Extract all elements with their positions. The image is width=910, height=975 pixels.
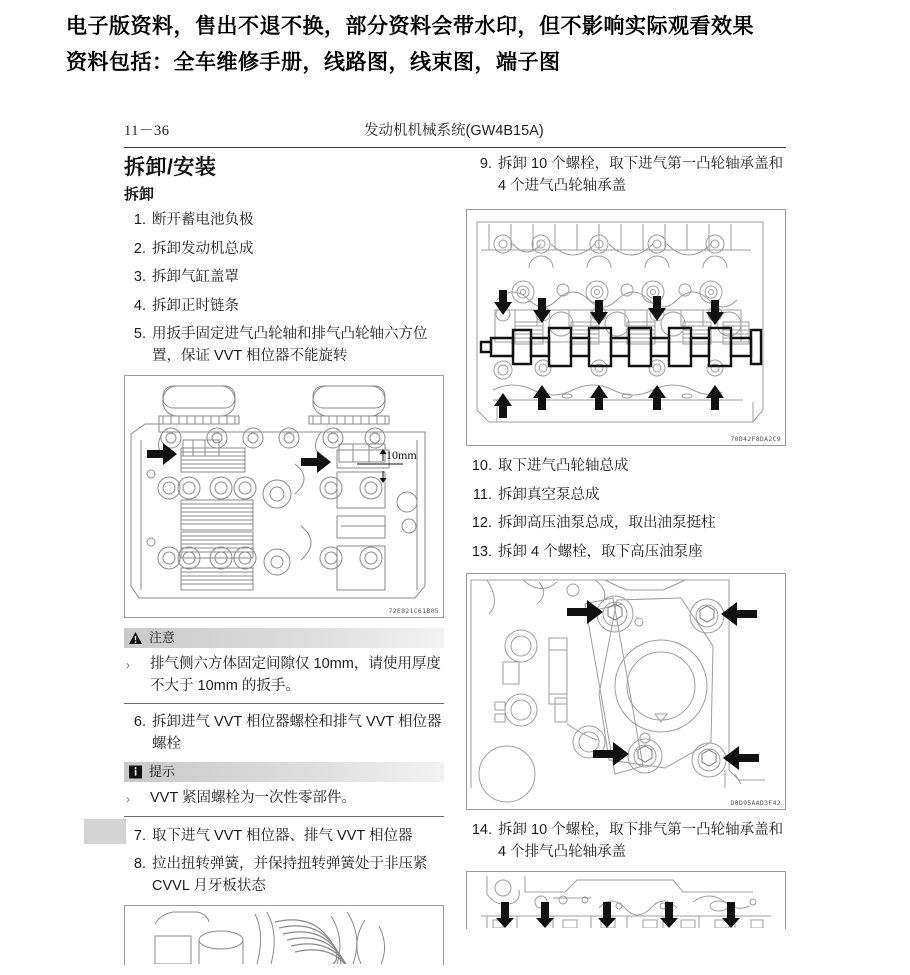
step-text: 取下进气凸轮轴总成 (498, 458, 629, 474)
notice-body (124, 648, 444, 704)
header-divider (124, 147, 786, 148)
figure-5-linework (467, 872, 785, 928)
arrow-icon (533, 385, 551, 410)
arrow-icon (590, 385, 608, 410)
step-text: 拆卸正时链条 (152, 297, 239, 314)
notice-title: 注意 (149, 630, 176, 645)
step-number: 4. (133, 297, 146, 314)
figure-4-linework (125, 906, 443, 964)
step-text: 拆卸 10 个螺栓，取下进气第一凸轮轴承盖和 4 个进气凸轮轴承盖 (498, 156, 784, 194)
figure-1-linework (125, 376, 443, 617)
step-number: 3. (133, 269, 146, 285)
list-item (466, 154, 786, 197)
promo-line-1: 电子版资料，售出不退不换，部分资料会带水印，但不影响实际观看效果 (66, 13, 754, 38)
arrow-icon (496, 902, 514, 928)
step-text: 拆卸发动机总成 (152, 240, 254, 257)
list-item (466, 820, 786, 863)
figure-code: 72E821C61B05 (388, 607, 439, 615)
arrow-icon (721, 602, 757, 626)
step-text: 断开蓄电池负极 (152, 212, 254, 228)
step-number: 6. (133, 714, 146, 730)
arrow-icon (706, 385, 724, 410)
step-number: 12. (471, 515, 492, 531)
promo-line-2: 资料包括：全车维修手册，线路图，线束图，端子图 (66, 49, 561, 74)
list-item (466, 513, 786, 535)
list-item (466, 485, 786, 507)
arrow-group (567, 600, 759, 770)
figure-intake-camshaft-caps (466, 209, 786, 446)
manual-page (0, 104, 910, 910)
tip-title: 提示 (149, 764, 176, 779)
arrow-icon (147, 443, 177, 465)
removal-steps-tail-list (124, 826, 444, 898)
list-item (124, 854, 444, 897)
figure-exhaust-camshaft-caps (466, 871, 786, 929)
list-item (124, 826, 444, 848)
arrow-icon (536, 902, 554, 928)
notice-text: 排气侧六方体固定间隙仅 10mm，请使用厚度不大于 10mm 的扳手。 (150, 656, 441, 694)
figure-torsion-spring (124, 905, 444, 965)
notice-header (124, 628, 444, 648)
step-number: 1. (133, 212, 146, 228)
step-text: 拆卸真空泵总成 (498, 486, 600, 503)
page-bleed-tab (84, 819, 126, 844)
step-text: 拆卸 4 个螺栓，取下高压油泵座 (498, 543, 703, 560)
left-column (124, 154, 444, 975)
page-header (124, 119, 786, 145)
step-number: 7. (133, 827, 146, 844)
step-number: 10. (471, 458, 492, 474)
list-item (124, 712, 444, 755)
removal-step-14-list (466, 820, 786, 863)
system-title: 发动机机械系统(GW4B15A) (364, 123, 544, 139)
notice-bullet: › (126, 658, 130, 672)
arrow-group (494, 290, 724, 418)
figure-2-linework (467, 210, 785, 445)
figure-cylinder-head-hex (124, 375, 444, 618)
figure-code: 70D42F8DA2C9 (730, 435, 781, 443)
arrow-group (496, 902, 740, 928)
tip-body (124, 782, 444, 817)
arrow-icon (706, 300, 724, 325)
removal-steps-10-13-list (466, 456, 786, 563)
list-item (124, 210, 444, 232)
step-number: 14. (471, 822, 492, 838)
list-item (466, 456, 786, 478)
tip-header (124, 762, 444, 782)
figure-code: D0D95AAD3F42 (730, 799, 781, 807)
arrow-icon (648, 385, 666, 410)
step-text: 拆卸高压油泵总成，取出油泵挺柱 (498, 515, 716, 531)
page-title: 拆卸/安装 (124, 156, 217, 179)
info-square-icon (128, 765, 143, 779)
step-text: 拉出扭转弹簧，并保持扭转弹簧处于非压紧 CVVL 月牙板状态 (152, 856, 428, 894)
removal-step-9-list (466, 154, 786, 197)
warning-triangle-icon (128, 631, 143, 645)
step-number: 11. (472, 486, 492, 503)
tip-bullet: › (126, 792, 130, 806)
figure-3-linework (467, 574, 785, 809)
list-item (124, 239, 444, 261)
step-text: 用扳手固定进气凸轮轴和排气凸轮轴六方位置，保证 VVT 相位器不能旋转 (152, 326, 428, 364)
step-number: 8. (133, 856, 146, 872)
step-number: 13. (471, 543, 492, 560)
removal-step-6-list (124, 712, 444, 755)
promo-banner (66, 8, 866, 80)
step-text: 拆卸气缸盖罩 (152, 269, 239, 285)
step-number: 5. (133, 326, 146, 342)
step-text: 取下进气 VVT 相位器、排气 VVT 相位器 (152, 827, 413, 844)
step-number: 2. (133, 240, 146, 257)
step-number: 9. (479, 156, 492, 172)
list-item (124, 324, 444, 367)
arrow-icon (723, 746, 759, 770)
list-item (466, 542, 786, 564)
subsection-title: 拆卸 (124, 186, 155, 203)
list-item (124, 267, 444, 289)
arrow-icon (722, 902, 740, 928)
removal-steps-list (124, 210, 444, 367)
step-text: 拆卸 10 个螺栓，取下排气第一凸轮轴承盖和 4 个排气凸轮轴承盖 (498, 822, 784, 860)
page-number: 11－36 (124, 123, 170, 139)
right-column (466, 154, 786, 939)
arrow-icon (301, 451, 331, 473)
figure-hp-pump-bracket (466, 573, 786, 810)
step-text: 拆卸进气 VVT 相位器螺栓和排气 VVT 相位器螺栓 (152, 714, 442, 752)
tip-text: VVT 紧固螺栓为一次性零部件。 (150, 790, 356, 806)
list-item (124, 296, 444, 318)
dimension-label: 10mm (386, 448, 417, 462)
